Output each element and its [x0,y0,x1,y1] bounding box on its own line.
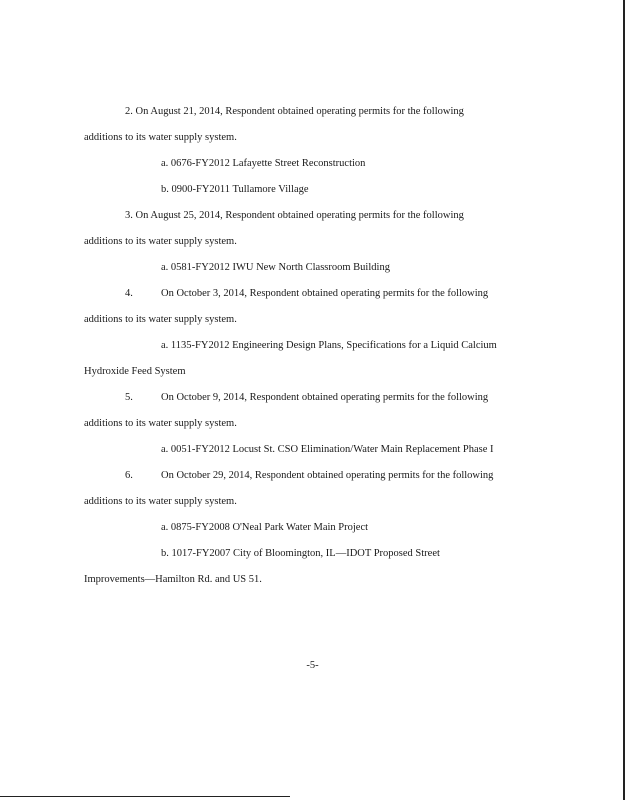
page-number: -5- [306,660,319,671]
para-6-number: 6. [125,470,133,481]
para-6-item-a: a. 0875-FY2008 O'Neal Park Water Main Project [161,522,369,533]
para-4-line-1: On October 3, 2014, Respondent obtained operating permits for the following [161,288,489,299]
para-2-line-2: additions to its water supply system. [84,132,237,143]
para-6-line-2: additions to its water supply system. [84,496,237,507]
para-2-line-1: 2. On August 21, 2014, Respondent obtained operating permits for the following [125,106,464,117]
para-5-line-1: On October 9, 2014, Respondent obtained operating permits for the following [161,392,489,403]
para-4-item-a-cont: Hydroxide Feed System [84,366,186,377]
para-2-item-b: b. 0900-FY2011 Tullamore Village [161,184,309,195]
para-5-item-a: a. 0051-FY2012 Locust St. CSO Elimination/Water Main Replacement Phase I [161,444,494,455]
para-6-item-b-cont: Improvements—Hamilton Rd. and US 51. [84,574,262,585]
para-3-line-2: additions to its water supply system. [84,236,237,247]
para-3-line-1: 3. On August 25, 2014, Respondent obtained operating permits for the following [125,210,464,221]
para-4-number: 4. [125,288,133,299]
para-4-line-2: additions to its water supply system. [84,314,237,325]
para-5-line-2: additions to its water supply system. [84,418,237,429]
scan-edge-bottom [0,796,290,797]
para-6-line-1: On October 29, 2014, Respondent obtained operating permits for the following [161,470,494,481]
para-5-number: 5. [125,392,133,403]
para-6-item-b: b. 1017-FY2007 City of Bloomington, IL—IDOT Proposed Street [161,548,440,559]
para-3-item-a: a. 0581-FY2012 IWU New North Classroom Building [161,262,390,273]
para-2-item-a: a. 0676-FY2012 Lafayette Street Reconstruction [161,158,366,169]
para-4-item-a: a. 1135-FY2012 Engineering Design Plans, Specifications for a Liquid Calcium [161,340,497,351]
